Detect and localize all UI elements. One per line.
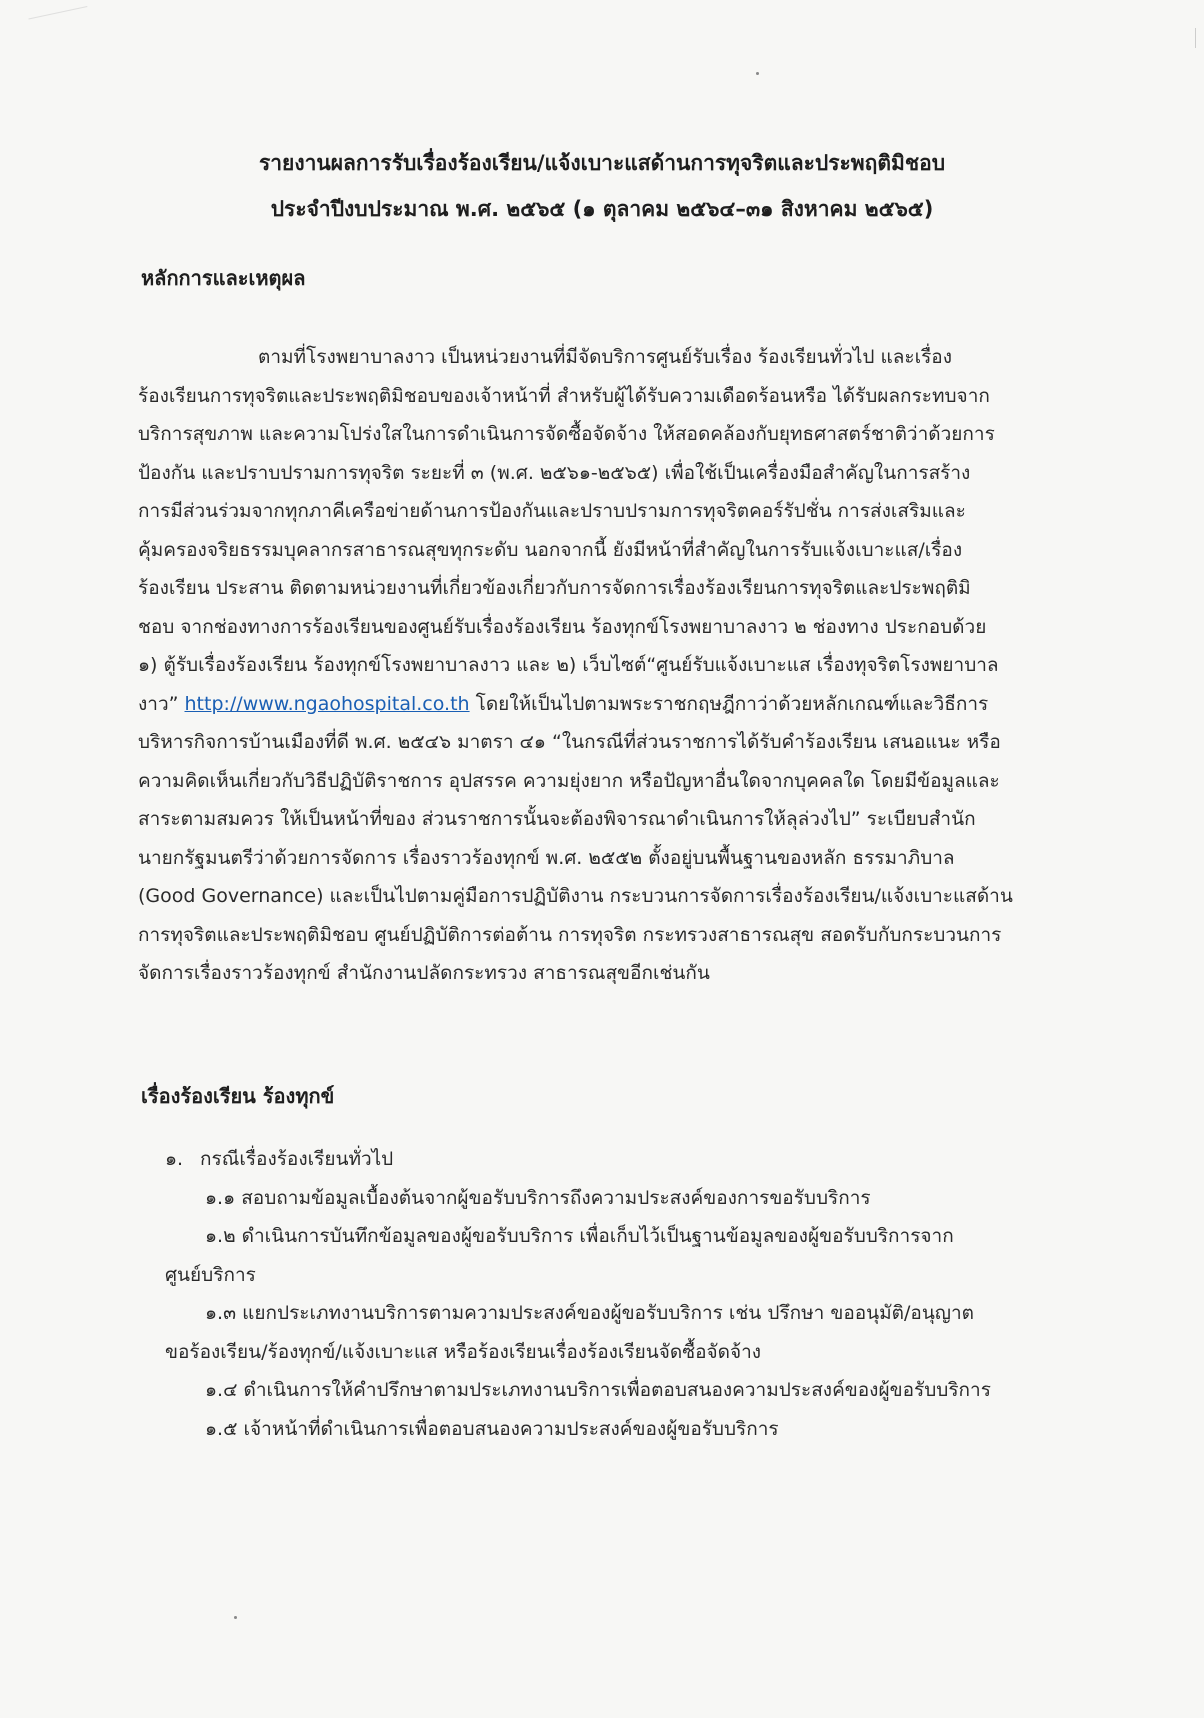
paragraph-line: ร้องเรียนการทุจริตและประพฤติมิชอบของเจ้าหน้าที่ สำหรับผู้ได้รับความเดือดร้อนหรือ ได้รับผลกระทบจาก <box>138 384 990 407</box>
sub-item-1-1: ๑.๑ สอบถามข้อมูลเบื้องต้นจากผู้ขอรับบริการถึงความประสงค์ของการขอรับบริการ <box>205 1186 871 1209</box>
title-line-2: ประจำปีงบประมาณ พ.ศ. ๒๕๖๕ (๑ ตุลาคม ๒๕๖๔–๓๑ สิงหาคม ๒๕๖๕) <box>270 197 934 221</box>
sub-item-1-2-continued: ศูนย์บริการ <box>165 1263 256 1286</box>
section-heading-complaints: เรื่องร้องเรียน ร้องทุกข์ <box>141 1084 335 1108</box>
link-line-suffix: โดยให้เป็นไปตามพระราชกฤษฎีกาว่าด้วยหลักเกณฑ์และวิธีการ <box>469 692 989 715</box>
scan-dot <box>756 72 759 75</box>
hospital-website-link[interactable]: http://www.ngaohospital.co.th <box>184 692 470 715</box>
paragraph-line: นายกรัฐมนตรีว่าด้วยการจัดการ เรื่องราวร้องทุกข์ พ.ศ. ๒๕๕๒ ตั้งอยู่บนพื้นฐานของหลัก ธรรมาภิบาล <box>138 846 955 869</box>
scan-artifact-mark <box>28 6 91 39</box>
paragraph-line: ความคิดเห็นเกี่ยวกับวิธีปฏิบัติราชการ อุปสรรค ความยุ่งยาก หรือปัญหาอื่นใดจากบุคคลใด โดยมีข้อมูลและ <box>138 769 1000 792</box>
sub-item-1-5: ๑.๕ เจ้าหน้าที่ดำเนินการเพื่อตอบสนองความประสงค์ของผู้ขอรับบริการ <box>205 1417 779 1440</box>
paragraph-line: คุ้มครองจริยธรรมบุคลากรสาธารณสุขทุกระดับ นอกจากนี้ ยังมีหน้าที่สำคัญในการรับแจ้งเบาะแส/เรื่อง <box>138 538 963 561</box>
paragraph-line: บริการสุขภาพ และความโปร่งใสในการดำเนินการจัดซื้อจัดจ้าง ให้สอดคล้องกับยุทธศาสตร์ชาติว่าด้วยการ <box>138 423 995 445</box>
sub-item-1-4: ๑.๔ ดำเนินการให้คำปรึกษาตามประเภทงานบริการเพื่อตอบสนองความประสงค์ของผู้ขอรับบริการ <box>205 1379 991 1401</box>
list-item-label: กรณีเรื่องร้องเรียนทั่วไป <box>200 1148 394 1170</box>
paragraph-line: บริหารกิจการบ้านเมืองที่ดี พ.ศ. ๒๕๔๖ มาตรา ๔๑ “ในกรณีที่ส่วนราชการได้รับคำร้องเรียน เสนอแนะ หรือ <box>138 731 1001 753</box>
complaint-procedure-list <box>165 1140 1085 1448</box>
paragraph-line: ชอบ จากช่องทางการร้องเรียนของศูนย์รับเรื่องร้องเรียน ร้องทุกข์โรงพยาบาลงาว ๒ ช่องทาง ประกอบด้วย <box>138 615 987 638</box>
list-item-general-complaints <box>165 1140 1085 1179</box>
sub-item-1-3: ๑.๓ แยกประเภทงานบริการตามความประสงค์ของผู้ขอรับบริการ เช่น ปรึกษา ขออนุมัติ/อนุญาต <box>205 1302 974 1324</box>
paragraph-line-with-link <box>138 685 1078 724</box>
section-heading-principles: หลักการและเหตุผล <box>141 266 306 290</box>
paragraph-line: ๑) ตู้รับเรื่องร้องเรียน ร้องทุกข์โรงพยาบาลงาว และ ๒) เว็บไซต์“ศูนย์รับแจ้งเบาะแส เรื่องทุจริตโรงพยาบาล <box>138 654 999 676</box>
principles-paragraph <box>138 338 1078 993</box>
paragraph-line: ร้องเรียน ประสาน ติดตามหน่วยงานที่เกี่ยวข้องเกี่ยวกับการจัดการเรื่องร้องเรียนการทุจริตและประพฤติมิ <box>138 577 971 599</box>
paragraph-line: ตามที่โรงพยาบาลงาว เป็นหน่วยงานที่มีจัดบริการศูนย์รับเรื่อง ร้องเรียนทั่วไป และเรื่อง <box>258 346 952 368</box>
scan-artifact-mark-right <box>1187 28 1196 48</box>
paragraph-line: (Good Governance) และเป็นไปตามคู่มือการปฏิบัติงาน กระบวนการจัดการเรื่องร้องเรียน/แจ้งเบาะแสด้าน <box>138 885 1013 907</box>
paragraph-line: การมีส่วนร่วมจากทุกภาคีเครือข่ายด้านการป้องกันและปราบปรามการทุจริตคอร์รัปชั่น การส่งเสริมและ <box>138 500 966 522</box>
paragraph-line: จัดการเรื่องราวร้องทุกข์ สำนักงานปลัดกระทรวง สาธารณสุขอีกเช่นกัน <box>138 962 710 984</box>
sub-item-1-3-continued: ขอร้องเรียน/ร้องทุกข์/แจ้งเบาะแส หรือร้องเรียนเรื่องร้องเรียนจัดซื้อจัดจ้าง <box>165 1340 762 1363</box>
paragraph-line: ป้องกัน และปราบปรามการทุจริต ระยะที่ ๓ (พ.ศ. ๒๕๖๑-๒๕๖๕) เพื่อใช้เป็นเครื่องมือสำคัญในการสร้าง <box>138 461 971 484</box>
list-item-number: ๑. <box>165 1148 184 1170</box>
link-line-prefix: งาว” <box>138 692 185 715</box>
paragraph-line: สาระตามสมควร ให้เป็นหน้าที่ของ ส่วนราชการนั้นจะต้องพิจารณาดำเนินการให้ลุล่วงไป” ระเบียบสำนัก <box>138 808 976 830</box>
scan-dot <box>234 1616 237 1619</box>
document-title <box>120 140 1084 232</box>
sub-item-1-2: ๑.๒ ดำเนินการบันทึกข้อมูลของผู้ขอรับบริการ เพื่อเก็บไว้เป็นฐานข้อมูลของผู้ขอรับบริการจาก <box>205 1225 954 1247</box>
title-line-1: รายงานผลการรับเรื่องร้องเรียน/แจ้งเบาะแสด้านการทุจริตและประพฤติมิชอบ <box>258 151 946 175</box>
paragraph-line: การทุจริตและประพฤติมิชอบ ศูนย์ปฏิบัติการต่อต้าน การทุจริต กระทรวงสาธารณสุข สอดรับกับกระบวนการ <box>138 923 1002 946</box>
